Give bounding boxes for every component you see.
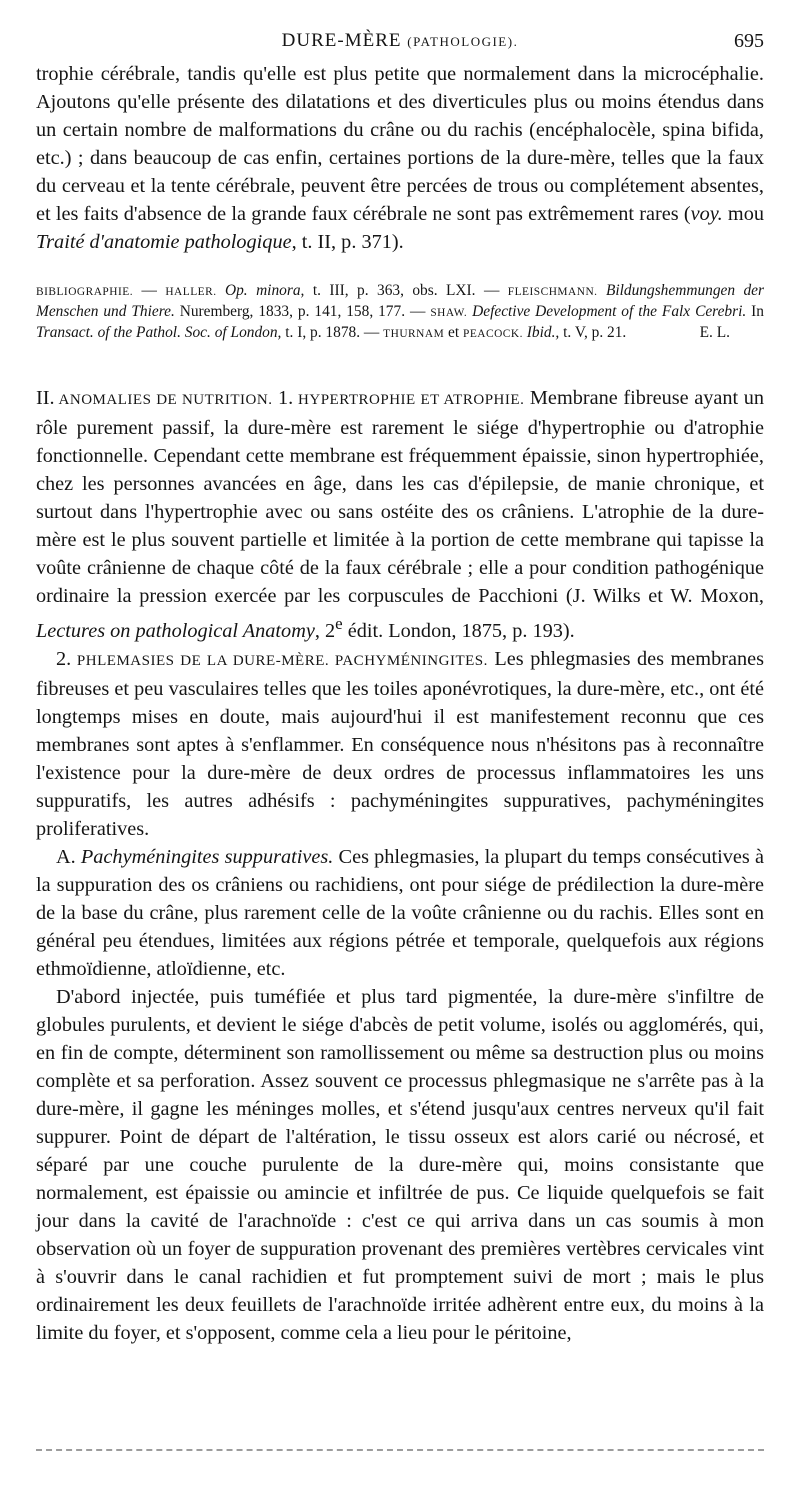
section-anomalies-nutrition xyxy=(36,384,764,645)
section2-end: édit. London, 1875, p. 193). xyxy=(342,619,575,642)
section2-edition: , 2 xyxy=(314,619,336,642)
biblio-ref-shaw: t. I, p. 1878. xyxy=(281,324,361,341)
biblio-work-haller: Op. minora, xyxy=(216,282,305,299)
bibliography-label: BIBLIOGRAPHIE. xyxy=(36,286,134,298)
biblio-work-fleischmann: Bildungshemmungen der Menschen und Thiere. xyxy=(36,282,764,320)
biblio-author-peacock: PEACOCK. xyxy=(463,328,523,340)
running-title-main: DURE-MÈRE xyxy=(281,30,402,51)
biblio-sep-4: — xyxy=(360,324,384,341)
section2-edition-sup: e xyxy=(335,614,343,633)
biblio-sep-2: — xyxy=(475,282,508,299)
parA-text: Ces phlegmasies, la plupart du temps consécutives à la suppuration des os crâniens ou rachidiens, ont pour siége de prédilection la dure-mère de la base du crâne, plus rarement celle de la voûte crânienne ou du rachis. Elles sont en général peu étendues, limitées aux régions pétrée et temporale, quelquefois aux régions ethmoïdienne, atloïdienne, etc. xyxy=(36,845,764,980)
section-phlegmasies xyxy=(36,645,764,843)
biblio-author-fleischmann: FLEISCHMANN. xyxy=(507,286,598,298)
section2-subheading: HYPERTROPHIE ET ATROPHIE. xyxy=(293,392,525,408)
parA-heading: Pachyméningites suppuratives. xyxy=(75,845,334,868)
bibliography xyxy=(36,281,764,344)
phleg-heading: PHLEMASIES DE LA DURE-MÈRE. xyxy=(71,652,330,669)
phleg-subheading: PACHYMÉNINGITES. xyxy=(329,652,488,669)
phleg-number: 2. xyxy=(56,647,72,670)
biblio-ibid: Ibid., xyxy=(522,324,560,341)
running-title-subtitle: (PATHOLOGIE). xyxy=(407,34,519,49)
paragraph-continuation xyxy=(36,60,764,256)
parA-letter: A. xyxy=(56,845,76,868)
paragraph-injectee xyxy=(36,983,764,1347)
para1-voy: voy. xyxy=(690,203,723,225)
biblio-author-shaw: SHAW. xyxy=(430,307,468,319)
biblio-sep-1: — xyxy=(133,282,166,299)
biblio-author-haller: HALLER. xyxy=(165,286,217,298)
footer-dashed-rule xyxy=(36,1449,764,1451)
phleg-text: Les phlegmasies des membranes fibreuses et peu vasculaires telles que les toiles aponévrotiques, la dure-mère, etc., ont été longtemps mises en doute, mais aujourd'hui il est manifestement reconnu que ces membranes sont aptes à s'enflammer. En conséquence nous n'hésitons pas à reconnaître l'existence pour la dure-mère de deux ordres de processus inflammatoires les uns suppuratifs, les autres adhésifs : pachyméningites suppuratives, pachyméningites proliferatives. xyxy=(36,647,765,840)
last-text: D'abord injectée, puis tuméfiée et plus tard pigmentée, la dure-mère s'infiltre de globules purulents, et devient le siége d'abcès de petit volume, isolés ou agglomérés, qui, en fin de compte, déterminent son ramollissement ou même sa destruction plus ou moins complète et sa perforation. Assez souvent ce processus phlegmasique ne s'arrête pas à la dure-mère, il gagne les méninges molles, et s'étend jusqu'aux centres nerveux qu'il fait suppurer. Point de départ de l'altération, le tissu osseux est alors carié ou nécrosé, et séparé par une couche purulente de la dure-mère qui, moins consistante que normalement, est épaissie ou amincie et infiltrée de pus. Ce liquide quelquefois se fait jour dans la cavité de l'arachnoïde : c'est ce qui arriva dans un cas soumis à mon observation où un foyer de suppuration provenant des premières vertèbres cervicales vint à s'ouvrir dans le canal rachidien et fut promptement suivi de mort ; mais le plus ordinairement les deux feuillets de l'arachnoïde irritée adhèrent entre eux, du moins à la limite du foyer, et s'opposent, comme cela a lieu pour le péritoine, xyxy=(36,985,764,1344)
section2-text: Membrane fibreuse ayant un rôle purement passif, la dure-mère est rarement le siége d'hypertrophie ou d'atrophie fonctionnelle. Cependant cette membrane est fréquemment épaissie, sinon hypertrophiée, chez les personnes avancées en âge, dans les cas d'épilepsie, de manie chronique, et surtout dans l'hypertrophie avec ou sans ostéite des os crâniens. L'atrophie de la dure-mère est le plus souvent partielle et limitée à la portion de cette membrane qui tapisse la voûte crânienne de chaque côté de la faux cérébrale ; elle a pour condition pathogénique ordinaire la pression exercée par les corpuscules de Pacchioni (J. Wilks et W. Moxon, xyxy=(36,387,764,607)
para1-traite-title: Traité d'anatomie pathologique xyxy=(36,231,292,253)
author-signature: E. L. xyxy=(699,324,730,341)
section2-number: II. xyxy=(36,387,55,409)
section2-sub-number: 1. xyxy=(272,387,294,409)
section-pachymeningites-suppuratives xyxy=(36,843,764,983)
section2-heading: ANOMALIES DE NUTRITION. xyxy=(54,392,273,408)
biblio-work-shaw: Defective Development of the Falx Cerebri. xyxy=(467,303,747,320)
biblio-ref-haller: t. III, p. 363, obs. LXI. xyxy=(304,282,476,299)
biblio-ref-fleischmann: Nuremberg, 1833, p. 141, 158, 177. xyxy=(174,303,406,320)
running-title xyxy=(36,30,764,52)
text-block xyxy=(36,60,764,1347)
para1-mid: mou xyxy=(722,203,764,225)
page-number: 695 xyxy=(734,30,764,52)
biblio-sep-3: — xyxy=(405,303,431,320)
biblio-author-thurnam: THURNAM xyxy=(383,328,445,340)
running-header xyxy=(36,30,764,54)
biblio-et: et xyxy=(444,324,463,341)
section2-lectures-title: Lectures on pathological Anatomy xyxy=(36,619,315,642)
biblio-journal: Transact. of the Pathol. Soc. of London, xyxy=(36,324,282,341)
para1-text: trophie cérébrale, tandis qu'elle est plus petite que normalement dans la microcéphalie. Ajoutons qu'elle présente des dilatations et des diverticules plus ou moins étendus dans un certain nombre de malformations du crâne ou du rachis (encéphalocèle, spina bifida, etc.) ; dans beaucoup de cas enfin, certaines portions de la dure-mère, telles que la faux du cerveau et la tente cérébrale, peuvent être percées de trous ou complétement absentes, et les faits d'absence de la grande faux cérébrale ne sont pas extrêmement rares ( xyxy=(36,63,764,225)
biblio-in: In xyxy=(746,303,764,320)
biblio-ref-ibid: t. V, p. 21. xyxy=(559,324,627,341)
para1-end: , t. II, p. 371). xyxy=(291,231,404,253)
